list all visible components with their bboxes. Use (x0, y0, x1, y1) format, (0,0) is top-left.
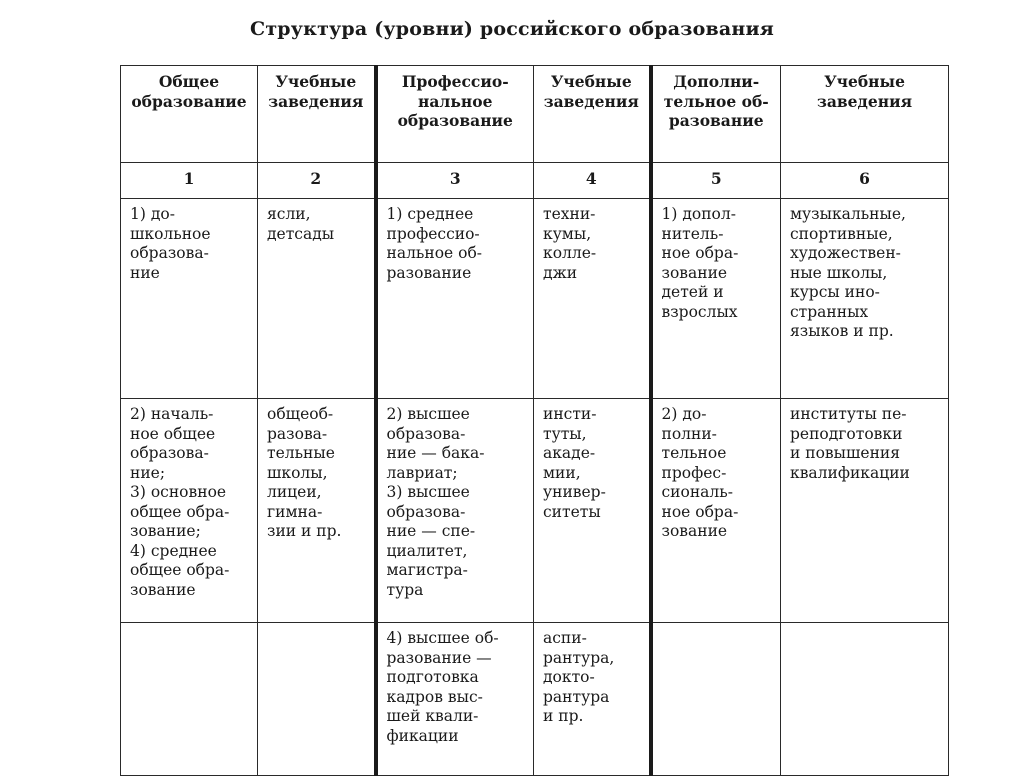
page-title: Структура (уровни) российского образования (250, 18, 774, 40)
table-cell: 2) высшее образова- ние — бака- лавриат; 3) высшее образова- ние — спе- циалитет, магистра- тура (376, 399, 534, 623)
table-cell (781, 623, 949, 776)
table-cell: техни- кумы, колле- джи (534, 199, 651, 399)
table-cell: 2) до- полни- тельное профес- сиональ- ное обра- зование (651, 399, 781, 623)
header-cell-institutions: Учебные заведения (258, 66, 376, 163)
table-cell: ясли, детсады (258, 199, 376, 399)
table-cell (258, 623, 376, 776)
table-cell: 1) допол- нитель- ное обра- зование детей и взрослых (651, 199, 781, 399)
column-number: 2 (258, 163, 376, 199)
table-cell: общеоб- разова- тельные школы, лицеи, гимна- зии и пр. (258, 399, 376, 623)
header-cell-professional-education: Профессио- нальное образование (376, 66, 534, 163)
table-cell: 2) началь- ное общее образова- ние; 3) основное общее обра- зование; 4) среднее общее обра- зование (121, 399, 258, 623)
education-structure-table (120, 65, 949, 776)
column-number: 6 (781, 163, 949, 199)
table-row (121, 399, 949, 623)
table-cell: 4) высшее об- разование — подготовка кадров выс- шей квали- фикации (376, 623, 534, 776)
table-cell: инсти- туты, акаде- мии, универ- ситеты (534, 399, 651, 623)
header-cell-institutions: Учебные заведения (534, 66, 651, 163)
table-cell (121, 623, 258, 776)
header-cell-additional-education: Дополни- тельное об- разование (651, 66, 781, 163)
column-number: 4 (534, 163, 651, 199)
column-number: 5 (651, 163, 781, 199)
table-row (121, 199, 949, 399)
table-cell: музыкальные, спортивные, художествен- ные школы, курсы ино- странных языков и пр. (781, 199, 949, 399)
header-cell-general-education: Общее образование (121, 66, 258, 163)
table-row (121, 623, 949, 776)
column-number: 3 (376, 163, 534, 199)
table-cell (651, 623, 781, 776)
table-cell: 1) до- школьное образова- ние (121, 199, 258, 399)
table-cell: аспи- рантура, докто- рантура и пр. (534, 623, 651, 776)
header-cell-institutions: Учебные заведения (781, 66, 949, 163)
table-cell: институты пе- реподготовки и повышения квалификации (781, 399, 949, 623)
number-row (121, 163, 949, 199)
header-row (121, 66, 949, 163)
column-number: 1 (121, 163, 258, 199)
table-cell: 1) среднее профессио- нальное об- разование (376, 199, 534, 399)
